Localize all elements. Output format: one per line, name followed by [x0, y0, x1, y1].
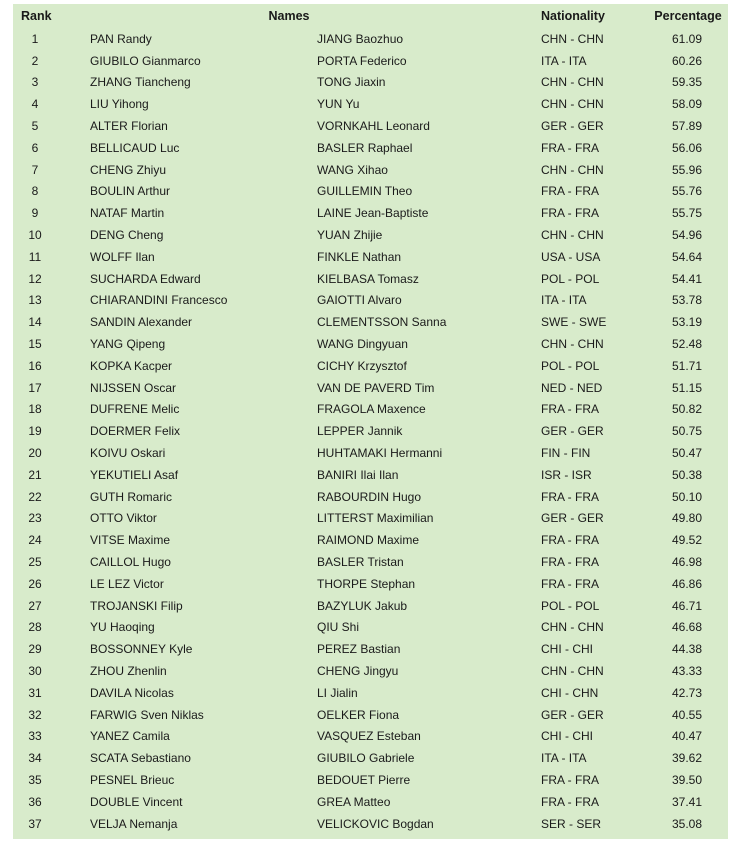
- name1-cell: ALTER Florian: [90, 119, 168, 134]
- percentage-cell: 60.26: [671, 53, 702, 68]
- percentage-cell: 46.98: [671, 555, 702, 570]
- name1-cell: OTTO Viktor: [90, 511, 157, 526]
- name2-cell: BAZYLUK Jakub: [317, 598, 408, 613]
- table-row: [13, 660, 728, 682]
- name1-cell: LIU Yihong: [90, 97, 149, 112]
- rank-cell: 30: [28, 664, 42, 678]
- table-row: [13, 595, 728, 617]
- rank-cell: 9: [31, 206, 39, 221]
- name1-cell: BELLICAUD Luc: [90, 140, 180, 155]
- name1-cell: DOERMER Felix: [90, 424, 181, 439]
- name2-cell: LITTERST Maximilian: [317, 511, 434, 526]
- name2-cell: OELKER Fiona: [317, 707, 400, 722]
- percentage-cell: 54.41: [671, 271, 702, 286]
- table-row: [13, 442, 728, 464]
- table-row: [13, 93, 728, 115]
- name2-cell: VASQUEZ Esteban: [317, 729, 421, 744]
- name2-cell: RABOURDIN Hugo: [317, 489, 422, 504]
- table-row: [13, 333, 728, 355]
- table-row: [13, 726, 728, 748]
- rank-cell: 6: [31, 140, 39, 155]
- nationality-cell: ISR - ISR: [541, 467, 592, 482]
- table-row: [13, 159, 728, 181]
- rank-cell: 5: [31, 119, 39, 134]
- name2-cell: THORPE Stephan: [317, 576, 416, 591]
- name2-cell: CHENG Jingyu: [317, 664, 399, 678]
- table-row: [13, 573, 728, 595]
- name1-cell: CHIARANDINI Francesco: [90, 293, 228, 308]
- table-row: [13, 617, 728, 639]
- name2-cell: VAN DE PAVERD Tim: [317, 380, 435, 395]
- name1-cell: BOSSONNEY Kyle: [90, 642, 193, 657]
- percentage-cell: 55.76: [671, 184, 702, 199]
- nationality-cell: ITA - ITA: [541, 53, 587, 68]
- name2-cell: TONG Jiaxin: [317, 75, 386, 90]
- header-percentage: Percentage: [654, 9, 722, 23]
- table-row: [13, 224, 728, 246]
- table-row: [13, 638, 728, 660]
- nationality-cell: CHN - CHN: [541, 75, 604, 90]
- name2-cell: WANG Dingyuan: [317, 337, 408, 352]
- name1-cell: DOUBLE Vincent: [90, 794, 183, 809]
- rank-cell: 29: [28, 642, 42, 657]
- name1-cell: DAVILA Nicolas: [90, 685, 174, 700]
- percentage-cell: 39.50: [671, 772, 702, 787]
- nationality-cell: FIN - FIN: [541, 446, 591, 461]
- table-row: [13, 355, 728, 377]
- nationality-cell: FRA - FRA: [541, 206, 600, 221]
- name1-cell: YANG Qipeng: [90, 337, 166, 352]
- nationality-cell: CHI - CHI: [541, 642, 593, 657]
- rank-cell: 18: [28, 402, 42, 417]
- percentage-cell: 44.38: [671, 642, 702, 657]
- rank-cell: 37: [28, 816, 42, 831]
- table-row: [13, 246, 728, 268]
- rank-cell: 27: [28, 598, 42, 613]
- name1-cell: YANEZ Camila: [90, 729, 170, 744]
- nationality-cell: ITA - ITA: [541, 293, 587, 308]
- percentage-cell: 54.64: [671, 249, 702, 264]
- name2-cell: FRAGOLA Maxence: [317, 402, 426, 417]
- name2-cell: BASLER Raphael: [317, 140, 413, 155]
- percentage-cell: 46.71: [671, 598, 702, 613]
- percentage-cell: 56.06: [671, 140, 702, 155]
- percentage-cell: 51.15: [671, 380, 702, 395]
- nationality-cell: CHN - CHN: [541, 31, 604, 46]
- nationality-cell: CHN - CHN: [541, 228, 604, 243]
- rank-cell: 28: [28, 620, 42, 635]
- rank-cell: 2: [31, 53, 39, 68]
- rank-cell: 14: [28, 315, 42, 330]
- nationality-cell: NED - NED: [541, 380, 603, 395]
- nationality-cell: SER - SER: [541, 816, 602, 831]
- nationality-cell: USA - USA: [541, 249, 601, 264]
- rank-cell: 26: [28, 576, 42, 591]
- table-row: [13, 399, 728, 421]
- percentage-cell: 50.47: [671, 446, 702, 461]
- table-row: [13, 202, 728, 224]
- rank-cell: 34: [28, 751, 42, 766]
- nationality-cell: CHN - CHN: [541, 337, 604, 352]
- rank-cell: 32: [28, 707, 42, 722]
- name1-cell: SCATA Sebastiano: [90, 751, 191, 766]
- name1-cell: GUTH Romaric: [90, 489, 173, 504]
- rank-cell: 36: [28, 794, 42, 809]
- name2-cell: RAIMOND Maxime: [317, 533, 420, 548]
- rank-cell: 21: [28, 467, 42, 482]
- percentage-cell: 40.47: [671, 729, 702, 744]
- percentage-cell: 50.38: [671, 467, 702, 482]
- table-row: [13, 115, 728, 137]
- table-row: [13, 28, 728, 50]
- name1-cell: KOIVU Oskari: [90, 446, 166, 461]
- rank-cell: 12: [28, 271, 42, 286]
- nationality-cell: GER - GER: [541, 119, 604, 134]
- nationality-cell: CHN - CHN: [541, 664, 604, 678]
- name2-cell: LAINE Jean-Baptiste: [317, 206, 429, 221]
- percentage-cell: 61.09: [671, 31, 702, 46]
- name2-cell: FINKLE Nathan: [317, 249, 402, 264]
- nationality-cell: FRA - FRA: [541, 555, 600, 570]
- rank-cell: 22: [28, 489, 42, 504]
- table-row: [13, 268, 728, 290]
- nationality-cell: SWE - SWE: [541, 315, 607, 330]
- table-body: [13, 28, 728, 834]
- rank-cell: 33: [28, 729, 42, 744]
- nationality-cell: FRA - FRA: [541, 533, 600, 548]
- name2-cell: GUILLEMIN Theo: [317, 184, 413, 199]
- name2-cell: VORNKAHL Leonard: [317, 119, 430, 134]
- nationality-cell: ITA - ITA: [541, 751, 587, 766]
- header-row: [13, 4, 728, 28]
- rank-cell: 11: [28, 249, 42, 264]
- percentage-cell: 40.55: [671, 707, 702, 722]
- percentage-cell: 49.80: [671, 511, 702, 526]
- name1-cell: WOLFF Ilan: [90, 249, 155, 264]
- percentage-cell: 50.10: [671, 489, 702, 504]
- nationality-cell: POL - POL: [541, 358, 600, 373]
- rank-cell: 10: [28, 228, 42, 243]
- name1-cell: TROJANSKI Filip: [90, 598, 183, 613]
- percentage-cell: 58.09: [671, 97, 702, 112]
- name1-cell: YU Haoqing: [90, 620, 155, 635]
- nationality-cell: GER - GER: [541, 424, 604, 439]
- table-row: [13, 769, 728, 791]
- name1-cell: NIJSSEN Oscar: [90, 380, 177, 395]
- percentage-cell: 52.48: [671, 337, 702, 352]
- nationality-cell: FRA - FRA: [541, 184, 600, 199]
- percentage-cell: 53.78: [671, 293, 702, 308]
- nationality-cell: GER - GER: [541, 511, 604, 526]
- percentage-cell: 46.86: [671, 576, 702, 591]
- nationality-cell: FRA - FRA: [541, 489, 600, 504]
- name1-cell: ZHOU Zhenlin: [90, 664, 167, 678]
- table-header: [13, 4, 728, 28]
- table-row: [13, 791, 728, 813]
- name2-cell: BEDOUET Pierre: [317, 772, 411, 787]
- percentage-cell: 54.96: [671, 228, 702, 243]
- header-nationality: Nationality: [541, 9, 605, 23]
- name2-cell: HUHTAMAKI Hermanni: [317, 446, 443, 461]
- nationality-cell: FRA - FRA: [541, 794, 600, 809]
- name2-cell: PEREZ Bastian: [317, 642, 401, 657]
- name1-cell: LE LEZ Victor: [90, 576, 164, 591]
- rank-cell: 4: [31, 97, 39, 112]
- table-row: [13, 464, 728, 486]
- name2-cell: BASLER Tristan: [317, 555, 404, 570]
- percentage-cell: 42.73: [671, 685, 702, 700]
- name2-cell: CLEMENTSSON Sanna: [317, 315, 447, 330]
- name2-cell: BANIRI Ilai Ilan: [317, 467, 399, 482]
- rank-cell: 20: [28, 446, 42, 461]
- name1-cell: CAILLOL Hugo: [90, 555, 171, 570]
- nationality-cell: CHN - CHN: [541, 162, 604, 177]
- percentage-cell: 55.96: [671, 162, 702, 177]
- name2-cell: PORTA Federico: [317, 53, 407, 68]
- rank-cell: 25: [28, 555, 42, 570]
- table-row: [13, 486, 728, 508]
- percentage-cell: 59.35: [671, 75, 702, 90]
- name1-cell: SUCHARDA Edward: [90, 271, 201, 286]
- nationality-cell: FRA - FRA: [541, 772, 600, 787]
- table-row: [13, 529, 728, 551]
- table-row: [13, 311, 728, 333]
- nationality-cell: FRA - FRA: [541, 402, 600, 417]
- name1-cell: KOPKA Kacper: [90, 358, 173, 373]
- table-row: [13, 181, 728, 203]
- percentage-cell: 46.68: [671, 620, 702, 635]
- rank-cell: 13: [28, 293, 42, 308]
- table-row: [13, 420, 728, 442]
- percentage-cell: 35.08: [671, 816, 702, 831]
- name2-cell: CICHY Krzysztof: [317, 358, 407, 373]
- name1-cell: VITSE Maxime: [90, 533, 171, 548]
- rank-cell: 15: [28, 337, 42, 352]
- name1-cell: SANDIN Alexander: [90, 315, 193, 330]
- nationality-cell: FRA - FRA: [541, 140, 600, 155]
- name2-cell: JIANG Baozhuo: [317, 31, 404, 46]
- name2-cell: QIU Shi: [317, 620, 360, 635]
- nationality-cell: CHI - CHN: [541, 685, 599, 700]
- rank-cell: 3: [31, 75, 39, 90]
- rank-cell: 1: [31, 31, 39, 46]
- nationality-cell: CHN - CHN: [541, 620, 604, 635]
- table-row: [13, 704, 728, 726]
- percentage-cell: 39.62: [671, 751, 702, 766]
- results-table: [13, 4, 728, 834]
- table-row: [13, 137, 728, 159]
- rank-cell: 23: [28, 511, 42, 526]
- header-rank: Rank: [21, 9, 52, 23]
- percentage-cell: 57.89: [671, 119, 702, 134]
- table-row: [13, 72, 728, 94]
- table-row: [13, 377, 728, 399]
- rank-cell: 31: [28, 685, 42, 700]
- percentage-cell: 50.82: [671, 402, 702, 417]
- table-row: [13, 747, 728, 769]
- rank-cell: 17: [28, 380, 42, 395]
- table-row: [13, 290, 728, 312]
- percentage-cell: 53.19: [671, 315, 702, 330]
- name2-cell: WANG Xihao: [317, 162, 388, 177]
- name1-cell: VELJA Nemanja: [90, 816, 178, 831]
- name1-cell: PESNEL Brieuc: [90, 772, 175, 787]
- rank-cell: 7: [31, 162, 39, 177]
- name2-cell: LEPPER Jannik: [317, 424, 403, 439]
- name1-cell: CHENG Zhiyu: [90, 162, 167, 177]
- nationality-cell: GER - GER: [541, 707, 604, 722]
- name1-cell: ZHANG Tiancheng: [90, 75, 191, 90]
- name2-cell: GREA Matteo: [317, 794, 391, 809]
- rank-cell: 35: [28, 772, 42, 787]
- name2-cell: YUN Yu: [317, 97, 360, 112]
- table-row: [13, 682, 728, 704]
- name1-cell: DUFRENE Melic: [90, 402, 180, 417]
- percentage-cell: 49.52: [671, 533, 702, 548]
- nationality-cell: POL - POL: [541, 271, 600, 286]
- percentage-cell: 51.71: [671, 358, 702, 373]
- rank-cell: 19: [28, 424, 42, 439]
- name1-cell: FARWIG Sven Niklas: [90, 707, 204, 722]
- percentage-cell: 37.41: [671, 794, 702, 809]
- percentage-cell: 55.75: [671, 206, 702, 221]
- name2-cell: GAIOTTI Alvaro: [317, 293, 402, 308]
- name2-cell: LI Jialin: [317, 685, 358, 700]
- percentage-cell: 50.75: [671, 424, 702, 439]
- rank-cell: 24: [28, 533, 42, 548]
- rank-cell: 16: [28, 358, 42, 373]
- table-row: [13, 50, 728, 72]
- nationality-cell: POL - POL: [541, 598, 600, 613]
- name2-cell: KIELBASA Tomasz: [317, 271, 419, 286]
- name2-cell: GIUBILO Gabriele: [317, 751, 415, 766]
- table-row: [13, 508, 728, 530]
- results-panel: [13, 4, 728, 839]
- nationality-cell: FRA - FRA: [541, 576, 600, 591]
- table-row: [13, 813, 728, 835]
- percentage-cell: 43.33: [671, 664, 702, 678]
- name1-cell: GIUBILO Gianmarco: [90, 53, 201, 68]
- nationality-cell: CHN - CHN: [541, 97, 604, 112]
- table-row: [13, 551, 728, 573]
- name1-cell: YEKUTIELI Asaf: [90, 467, 179, 482]
- header-names: Names: [268, 9, 310, 23]
- nationality-cell: CHI - CHI: [541, 729, 593, 744]
- name1-cell: BOULIN Arthur: [90, 184, 171, 199]
- rank-cell: 8: [31, 184, 39, 199]
- name2-cell: YUAN Zhijie: [317, 228, 383, 243]
- name1-cell: DENG Cheng: [90, 228, 164, 243]
- name1-cell: NATAF Martin: [90, 206, 165, 221]
- name1-cell: PAN Randy: [90, 31, 152, 46]
- name2-cell: VELICKOVIC Bogdan: [317, 816, 434, 831]
